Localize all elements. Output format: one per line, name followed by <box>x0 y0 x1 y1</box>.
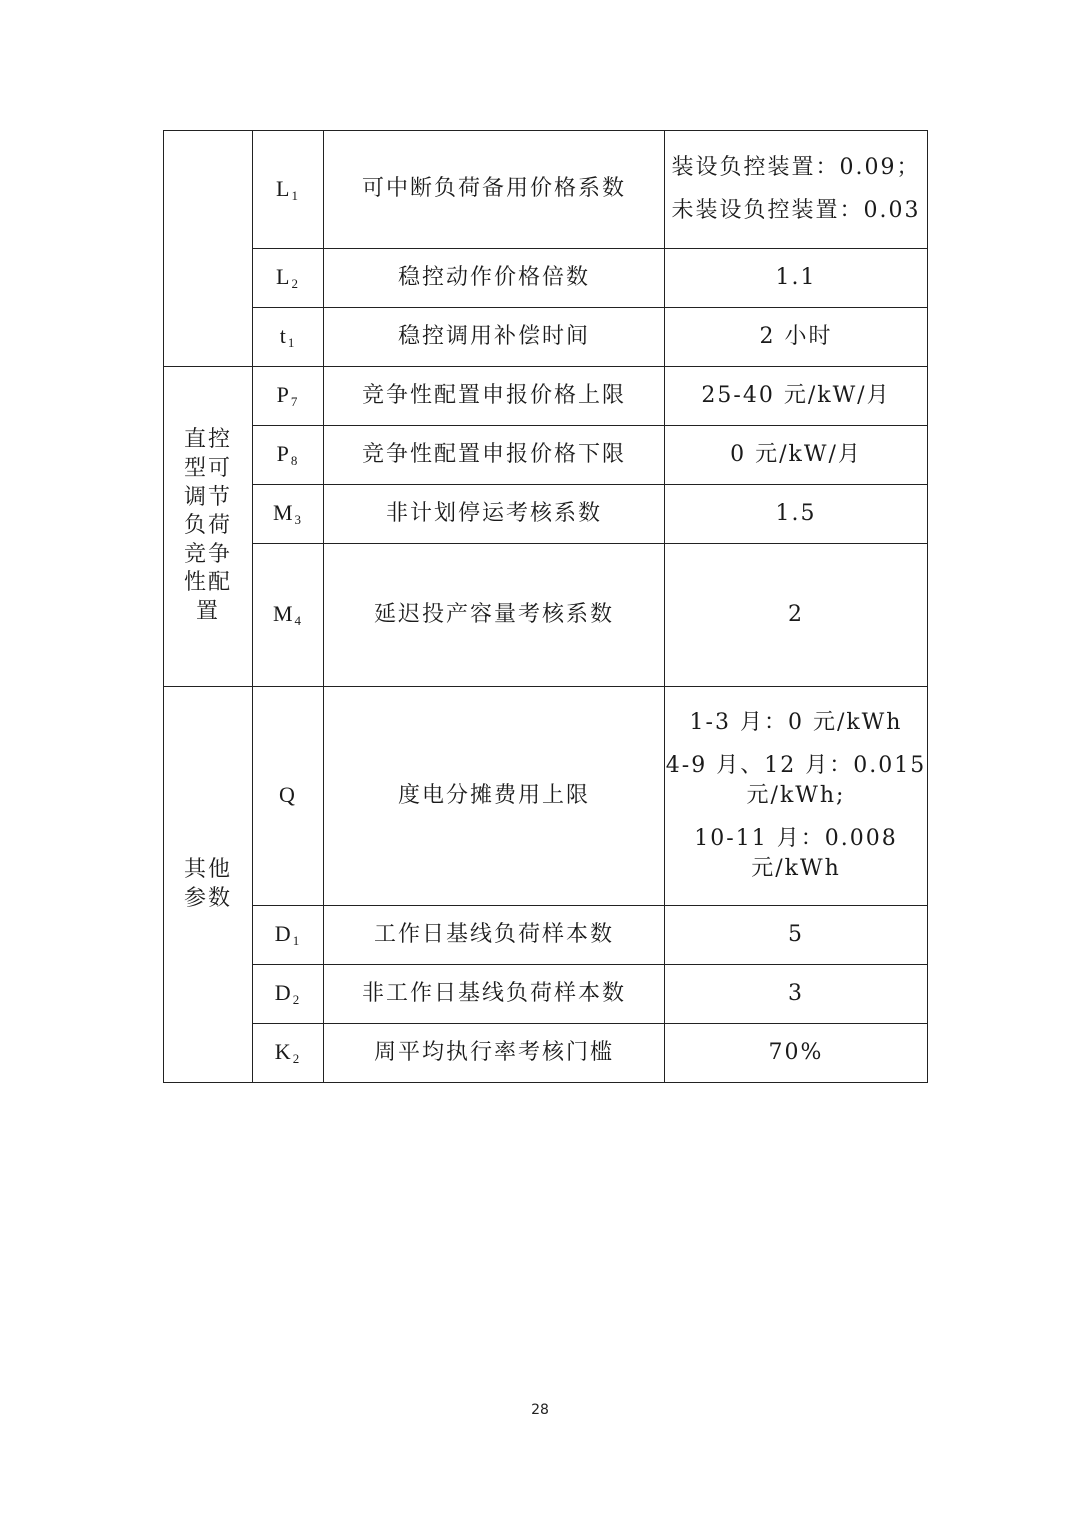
name-cell: 周平均执行率考核门槛 <box>324 1024 665 1083</box>
value-cell: 3 <box>665 965 928 1024</box>
group-cell-blank <box>164 131 253 367</box>
name-cell: 稳控调用补偿时间 <box>324 308 665 367</box>
name-cell: 延迟投产容量考核系数 <box>324 544 665 687</box>
symbol-cell: $L_2$ <box>253 249 324 308</box>
symbol-cell: $D_2$ <box>253 965 324 1024</box>
table-row <box>164 687 928 906</box>
value-cell: 5 <box>665 906 928 965</box>
symbol-cell: $t_1$ <box>253 308 324 367</box>
table-row <box>164 426 928 485</box>
name-cell: 度电分摊费用上限 <box>324 687 665 906</box>
value-cell: 1.5 <box>665 485 928 544</box>
group-cell-direct-control: 直控 型可 调节 负荷 竞争 性配 置 <box>164 367 253 687</box>
symbol-cell: $D_1$ <box>253 906 324 965</box>
value-line: 元/kWh; <box>746 783 846 808</box>
name-cell: 可中断负荷备用价格系数 <box>324 131 665 249</box>
table-row <box>164 1024 928 1083</box>
symbol-cell: $K_2$ <box>253 1024 324 1083</box>
table-row <box>164 965 928 1024</box>
symbol-cell: $M_3$ <box>253 485 324 544</box>
value-line: 10-11 月：0.008 元/kWh <box>694 826 898 881</box>
name-cell: 稳控动作价格倍数 <box>324 249 665 308</box>
value-cell: 70% <box>665 1024 928 1083</box>
group-cell-other: 其他 参数 <box>164 687 253 1083</box>
value-line: 未装设负控装置：0.03 <box>671 198 921 223</box>
value-cell: 1.1 <box>665 249 928 308</box>
symbol-cell: $P_7$ <box>253 367 324 426</box>
name-cell: 非计划停运考核系数 <box>324 485 665 544</box>
table-row <box>164 249 928 308</box>
table-row <box>164 131 928 249</box>
value-cell <box>665 131 928 249</box>
page-number: 28 <box>531 1402 549 1418</box>
name-cell: 工作日基线负荷样本数 <box>324 906 665 965</box>
name-cell: 非工作日基线负荷样本数 <box>324 965 665 1024</box>
name-cell: 竞争性配置申报价格上限 <box>324 367 665 426</box>
value-cell: 25-40 元/kW/月 <box>665 367 928 426</box>
symbol-cell: $L_1$ <box>253 131 324 249</box>
value-cell: 2 小时 <box>665 308 928 367</box>
symbol-cell: Q <box>253 687 324 906</box>
symbol-cell: $P_8$ <box>253 426 324 485</box>
value-cell: 0 元/kW/月 <box>665 426 928 485</box>
table-row <box>164 367 928 426</box>
value-line: 1-3 月：0 元/kWh <box>689 710 903 735</box>
table-row <box>164 308 928 367</box>
value-line: 装设负控装置：0.09； <box>671 155 921 180</box>
table-row <box>164 544 928 687</box>
name-cell: 竞争性配置申报价格下限 <box>324 426 665 485</box>
value-line: 4-9 月、12 月：0.015 <box>665 753 927 778</box>
symbol-cell: $M_4$ <box>253 544 324 687</box>
table-row <box>164 906 928 965</box>
value-cell: 2 <box>665 544 928 687</box>
table-row <box>164 485 928 544</box>
parameter-table <box>163 130 928 1083</box>
value-cell <box>665 687 928 906</box>
